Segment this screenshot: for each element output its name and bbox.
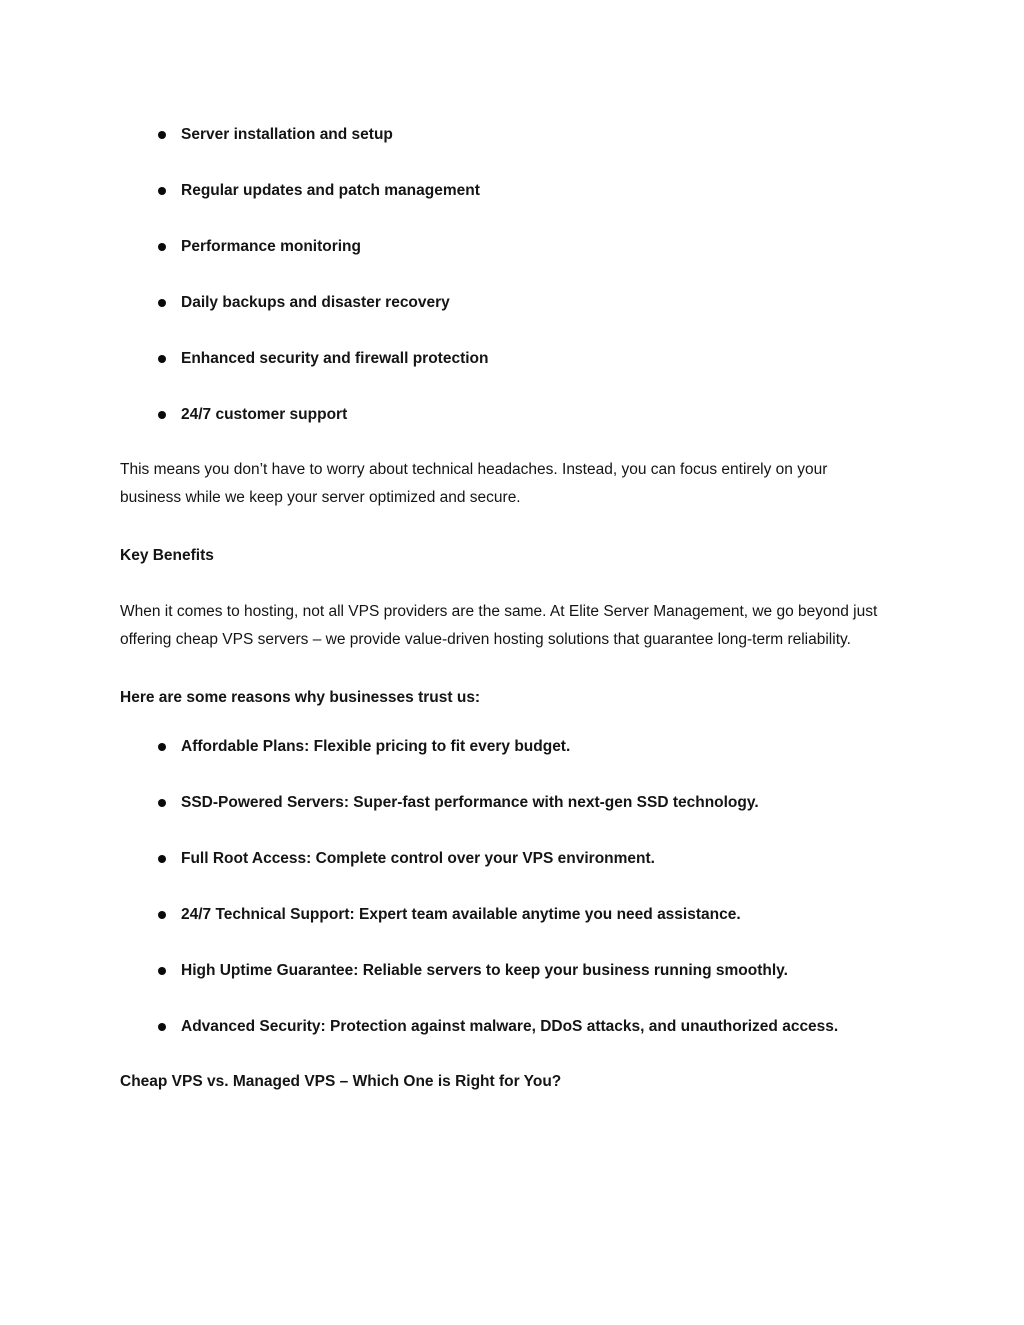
bullet-icon bbox=[158, 743, 166, 751]
bullet-icon bbox=[158, 299, 166, 307]
bullet-icon bbox=[158, 799, 166, 807]
list-item bbox=[120, 844, 892, 873]
list-item bbox=[120, 120, 892, 149]
document-content bbox=[120, 120, 892, 1124]
bullet-icon bbox=[158, 243, 166, 251]
paragraph-focus: This means you don’t have to worry about technical headaches. Instead, you can focus entirely on your business while we keep your server optimized and secure. bbox=[120, 461, 828, 506]
list-item-text: Enhanced security and firewall protection bbox=[181, 350, 489, 367]
bullet-icon bbox=[158, 855, 166, 863]
bullet-icon bbox=[158, 187, 166, 195]
bullet-icon bbox=[158, 131, 166, 139]
list-item-text: High Uptime Guarantee: Reliable servers to keep your business running smoothly. bbox=[181, 962, 788, 979]
list-item bbox=[120, 956, 892, 985]
bullet-icon bbox=[158, 1023, 166, 1031]
list-item-text: Full Root Access: Complete control over your VPS environment. bbox=[181, 850, 655, 867]
list-item-text: Server installation and setup bbox=[181, 126, 393, 143]
bullet-icon bbox=[158, 967, 166, 975]
list-item bbox=[120, 732, 892, 761]
list-item-text: 24/7 customer support bbox=[181, 406, 348, 423]
list-item-text: Advanced Security: Protection against malware, DDoS attacks, and unauthorized access. bbox=[181, 1018, 839, 1035]
list-item-text: 24/7 Technical Support: Expert team available anytime you need assistance. bbox=[181, 906, 741, 923]
list-item-text: Performance monitoring bbox=[181, 238, 361, 255]
list-item bbox=[120, 288, 892, 317]
list-item bbox=[120, 176, 892, 205]
services-bullet-list bbox=[120, 120, 892, 429]
bullet-icon bbox=[158, 355, 166, 363]
bullet-icon bbox=[158, 411, 166, 419]
list-item bbox=[120, 232, 892, 261]
list-item bbox=[120, 344, 892, 373]
lead-in-reasons: Here are some reasons why businesses trust us: bbox=[120, 689, 481, 706]
list-item-text: Affordable Plans: Flexible pricing to fit every budget. bbox=[181, 738, 571, 755]
paragraph-key-benefits: When it comes to hosting, not all VPS providers are the same. At Elite Server Management, we go beyond just offering cheap VPS servers – we provide value-driven hosting solutions that guarantee long-term reliability. bbox=[120, 603, 878, 648]
list-item bbox=[120, 1012, 892, 1041]
bullet-icon bbox=[158, 911, 166, 919]
heading-key-benefits: Key Benefits bbox=[120, 547, 214, 564]
list-item bbox=[120, 900, 892, 929]
list-item bbox=[120, 400, 892, 429]
list-item-text: Regular updates and patch management bbox=[181, 182, 480, 199]
list-item bbox=[120, 788, 892, 817]
list-item-text: SSD-Powered Servers: Super-fast performance with next-gen SSD technology. bbox=[181, 794, 759, 811]
benefits-bullet-list bbox=[120, 732, 892, 1041]
list-item-text: Daily backups and disaster recovery bbox=[181, 294, 450, 311]
heading-cheap-vs-managed: Cheap VPS vs. Managed VPS – Which One is Right for You? bbox=[120, 1073, 562, 1090]
